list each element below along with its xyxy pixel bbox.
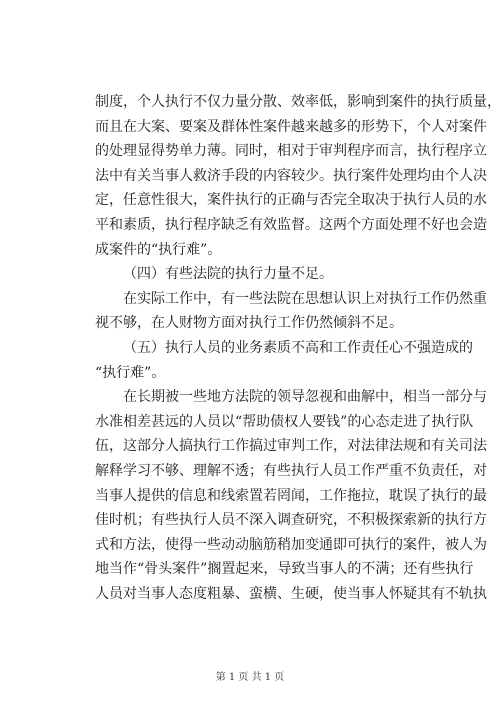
page-footer: 第 1 页 共 1 页 — [215, 672, 285, 683]
text-line: 的处理显得势单力薄。同时，相对于审判程序而言，执行程序立 — [95, 143, 487, 160]
text-line: 平和素质，执行程序缺乏有效监督。这两个方面处理不好也会造 — [95, 216, 487, 233]
text-line: 法中有关当事人救济手段的内容较少。执行案件处理均由个人决 — [95, 167, 487, 184]
text-line: 当事人提供的信息和线索置若罔闻，工作拖拉，耽误了执行的最 — [95, 487, 487, 504]
text-line: 而且在大案、要案及群体性案件越来越多的形势下，个人对案件 — [95, 118, 487, 135]
text-line: 在长期被一些地方法院的领导忽视和曲解中，相当一部分与 — [123, 389, 487, 406]
text-line: 视不够，在人财物方面对执行工作仍然倾斜不足。 — [95, 315, 403, 332]
text-line: 伍，这部分人搞执行工作搞过审判工作，对法律法规和有关司法 — [95, 438, 487, 455]
text-line: （五）执行人员的业务素质不高和工作责任心不强造成的 — [123, 339, 473, 356]
text-line: 式和方法，使得一些动动脑筋稍加变通即可执行的案件，被人为 — [95, 536, 487, 553]
text-line: 成案件的“执行难”。 — [95, 241, 222, 258]
text-line: 地当作“骨头案件”搁置起来，导致当事人的不满；还有些执行 — [95, 561, 474, 578]
text-line: 定，任意性很大，案件执行的正确与否完全取决于执行人员的水 — [95, 192, 487, 209]
text-line: 水准相差甚远的人员以“帮助债权人要钱”的心态走进了执行队 — [95, 413, 474, 430]
text-line: 佳时机；有些执行人员不深入调查研究，不积极探索新的执行方 — [95, 512, 487, 529]
text-line: 制度，个人执行不仅力量分散、效率低，影响到案件的执行质量， — [95, 94, 501, 110]
document-body — [95, 90, 501, 606]
text-line: （四）有些法院的执行力量不足。 — [123, 266, 333, 283]
text-line: 解释学习不够、理解不透；有些执行人员工作严重不负责任，对 — [95, 462, 487, 479]
text-line: 在实际工作中，有一些法院在思想认识上对执行工作仍然重 — [123, 290, 487, 307]
text-line: 人员对当事人态度粗暴、蛮横、生硬，使当事人怀疑其有不轨执 — [95, 585, 487, 602]
text-line: “执行难”。 — [95, 364, 166, 381]
